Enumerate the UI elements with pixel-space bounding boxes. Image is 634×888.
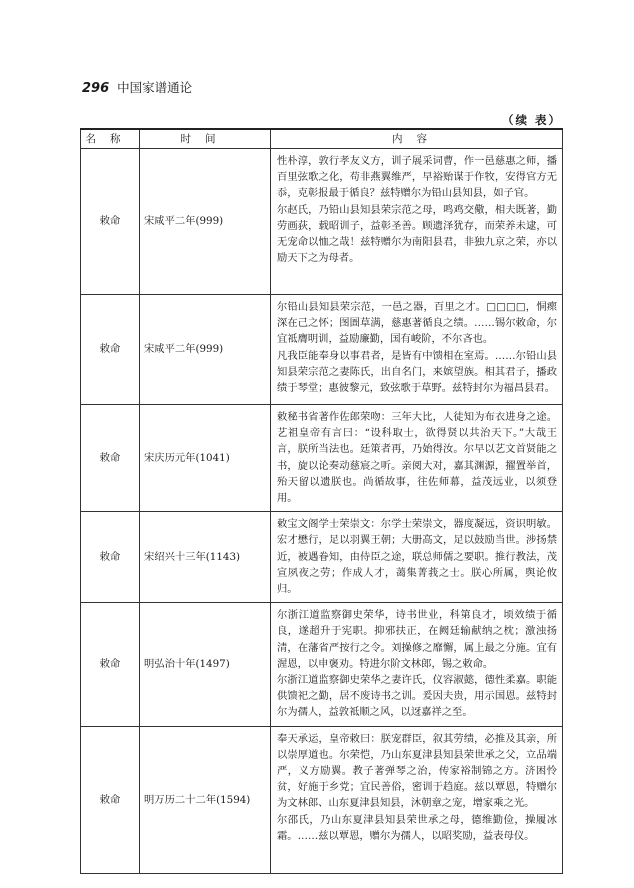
content-paragraph: 奉天承运，皇帝敕曰：朕宠群臣，叙其劳绩，必推及其亲，所以崇厚道也。尔荣恺，乃山东夏津县知县荣世承之父，立品端严，义方励翼。教子著弹琴之治，传家裕制锦之方。济困怜贫，好施于乡党；宜民善俗，密训于趋庭。兹以覃恩，特赠尔为文林郎、山东夏津县知县，沐朝章之宠，增家乘之光。	[277, 732, 557, 810]
edict-table	[80, 128, 563, 874]
content-paragraph: 尔邵氏，乃山东夏津县知县荣世承之母，德维勤俭，操履冰霜。……兹以覃恩，赠尔为孺人，以昭奖励，益表母仪。	[277, 813, 557, 842]
content-paragraph: 尔铅山县知县荣宗范，一邑之器，百里之才。□□□□，恫瘝深在己之怀；图圄草满，慈惠著循良之绩。……锡尔敕命，尔宜祗膺明训，益励廉勤，国有峻阶，不尔吝也。	[277, 301, 557, 346]
content-paragraph: 尔浙江道监察御史荣华之妻许氏，仪容淑懿，德性柔嘉。职能供馈祀之勤，居不废诗书之训。爰因夫贵，用示国恩。兹特封尔为孺人，益敦祗顺之风，以迓嘉祥之至。	[277, 674, 557, 719]
header-name: 名称	[81, 129, 140, 149]
row-content	[271, 295, 563, 405]
row-content	[271, 405, 563, 512]
row-time: 宋咸平二年(999)	[140, 149, 271, 295]
page-number: 296	[82, 81, 110, 96]
table-row	[81, 726, 563, 873]
continued-label: （续 表）	[501, 113, 562, 127]
row-name: 敕命	[81, 512, 140, 603]
table-row	[81, 149, 563, 295]
row-time: 宋咸平二年(999)	[140, 295, 271, 405]
content-paragraph: 凡我臣能奉身以事君者，是皆有中馈相在室焉。……尔铅山县知县荣宗范之妻陈氏，出自名门，来嫔望族。相其君子，播政绩于琴堂；惠彼黎元，致弦歌于草野。兹特封尔为福昌县君。	[277, 349, 557, 395]
row-name: 敕命	[81, 603, 140, 726]
row-content	[271, 149, 563, 295]
row-name: 敕命	[81, 295, 140, 405]
row-content	[271, 512, 563, 603]
content-paragraph: 敕秘书省著作佐郎荣吻：三年大比，人徒知为布衣进身之途。艺祖皇帝有言曰：“设科取士，欲得贤以共治天下。”大哉王言，朕所当法也。廷策者再，乃始得汝。尔早以艺文首贤能之书，旋以论奏动慈宸之听。亲阅大对，嘉其渊源，擢置举首，殆天留以遗朕也。尚循故事，往佐师幕，益茂远业，以须登用。	[277, 411, 557, 505]
row-time: 宋绍兴十三年(1143)	[140, 512, 271, 603]
row-name: 敕命	[81, 405, 140, 512]
content-paragraph: 尔赵氏，乃铅山县知县荣宗范之母，鸣鸡交儆，相夫既著，勤劳画荻，载昭训子，益彰圣善。顾遗泽犹存，而荣养未逮，可无宠命以恤之哉！兹特赠尔为南阳县君，非独九京之荣，亦以励天下之为母者。	[277, 203, 557, 265]
row-content	[271, 603, 563, 726]
book-title: 中国家谱通论	[117, 80, 193, 95]
table-row	[81, 295, 563, 405]
content-paragraph: 敕宝文阁学士荣崇文：尔学士荣崇文，器度凝远，资识明敏。宏才懋行，足以羽翼王朝；大册高文，足以鼓励当世。涉扬禁近，被遇眷知，由侍臣之途，联总师儒之要职。推行教法，茂宣夙夜之劳；作成人才，蔼集菁莪之士。朕心所属，舆论攸归。	[277, 518, 557, 596]
table-row	[81, 512, 563, 603]
table-row	[81, 405, 563, 512]
row-name: 敕命	[81, 726, 140, 873]
row-time: 宋庆历元年(1041)	[140, 405, 271, 512]
content-paragraph: 性朴淳，敦行孝友义方，训子展采词曹，作一邑慈惠之师，播百里弦歌之化，苟非燕翼维严，早裕贻谋于作牧，安得官方无忝，克彰报最于循良？兹特赠尔为铅山县知县，如子官。	[277, 155, 557, 200]
row-time: 明万历二十二年(1594)	[140, 726, 271, 873]
header-content: 内容	[271, 129, 563, 149]
table-row	[81, 603, 563, 726]
row-time: 明弘治十年(1497)	[140, 603, 271, 726]
table-header-row	[81, 129, 563, 149]
page-header	[82, 78, 192, 96]
content-paragraph: 尔浙江道监察御史荣华，诗书世业，科第良才，顷效绩于循良，遂超升于宪职。抑邪扶正，在阙廷输献纳之枕；激浊扬清，在藩省严按行之令。刘操修之靡懈，属上最之分施。宜有渥恩，以申褒劝。特进尔阶文林郎，锡之敕命。	[277, 609, 557, 670]
row-name: 敕命	[81, 149, 140, 295]
row-content	[271, 726, 563, 873]
header-time: 时间	[140, 129, 271, 149]
